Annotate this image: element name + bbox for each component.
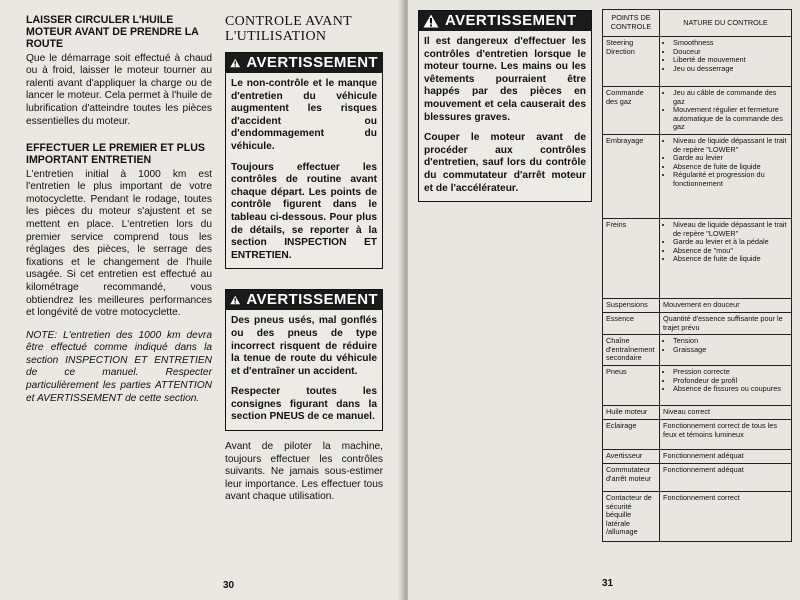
control-nature: Quantité d'essence suffisante pour le trajet prévu (660, 312, 792, 334)
control-point: Contacteur de sécurité béquille latérale /allumage (603, 491, 660, 541)
warning-label: AVERTISSEMENT (246, 53, 378, 71)
check-item: • Profondeur de profil (673, 377, 788, 386)
note-paragraph: NOTE: L'entretien des 1000 km devra être effectué comme indiqué dans la section INSPECTION ET ENTRETIEN de ce manuel. Respecter particulièrement les parties ATTENTION et AVERTISSEMENT de cette section. (26, 329, 212, 404)
check-item: • Absence de fuite de liquide (673, 255, 788, 264)
check-item: • Jeu au câble de commande des gaz (673, 89, 788, 106)
check-item: • Niveau de liquide dépassant le trait de repère "LOWER" (673, 221, 788, 238)
warning-text: Le non-contrôle et le manque d'entretien du véhicule augmentent les risques d'accident ou d'endommagement du véhicule. (231, 78, 377, 152)
control-point: Chaîne d'entraînement secondaire (603, 335, 660, 366)
check-item: • Douceur (673, 48, 788, 57)
warning-triangle-icon (423, 14, 439, 28)
control-nature: Fonctionnement correct de tous les feux et témoins lumineux (660, 419, 792, 449)
control-nature: Fonctionnement adéquat (660, 463, 792, 491)
section-heading: EFFECTUER LE PREMIER ET PLUS IMPORTANT ENTRETIEN (26, 142, 205, 167)
check-list (663, 39, 788, 73)
table-row (603, 365, 792, 405)
warning-label: AVERTISSEMENT (445, 11, 577, 29)
section-body: Que le démarrage soit effectué à chaud ou à froid, laisser le moteur tourner au ralenti avant d'appliquer la charge ou de lancer le moteur. Cela permet à l'huile de lubrification d'atteindre toutes les pièces essentielles du moteur. (26, 52, 212, 127)
table-row (603, 405, 792, 419)
control-nature (660, 87, 792, 135)
check-item: • Absence de fuite de liquide (673, 163, 788, 172)
check-list (663, 221, 788, 264)
check-list (663, 137, 788, 189)
check-item: • Smoothness (673, 39, 788, 48)
control-nature (660, 134, 792, 218)
check-list (663, 89, 788, 132)
warning-header (419, 11, 591, 31)
control-point: Eclairage (603, 419, 660, 449)
warning-text: Couper le moteur avant de procéder aux contrôles d'entretien, sauf lors du contrôle du commutateur d'arrêt moteur et de l'accélérateur. (424, 132, 586, 194)
control-point: Avertisseur (603, 449, 660, 463)
check-item: • Tension (673, 337, 788, 346)
control-point: Commutateur d'arrêt moteur (603, 463, 660, 491)
control-nature (660, 37, 792, 87)
table-row (603, 449, 792, 463)
table-row (603, 134, 792, 218)
table-row (603, 463, 792, 491)
page-title: CONTROLE AVANT L'UTILISATION (225, 14, 352, 44)
control-point: Huile moteur (603, 405, 660, 419)
check-item: • Liberté de mouvement (673, 56, 788, 65)
control-nature: Mouvement en douceur (660, 298, 792, 312)
check-item: • Pression correcte (673, 368, 788, 377)
control-point: Commande des gaz (603, 87, 660, 135)
warning-body (226, 73, 382, 268)
warning-box (418, 10, 592, 202)
check-item: • Absence de "mou" (673, 247, 788, 256)
table-row (603, 87, 792, 135)
control-nature: Fonctionnement adéquat (660, 449, 792, 463)
closing-paragraph: Avant de piloter la machine, toujours effectuer les contrôles suivants. Ne jamais sous-estimer leur importance. Les effectuer tous avant chaque utilisation. (225, 441, 383, 503)
table-row (603, 37, 792, 87)
warning-triangle-icon (230, 293, 240, 307)
check-list (663, 337, 788, 354)
table-row (603, 312, 792, 334)
section-body: L'entretien initial à 1000 km est l'entretien le plus important de votre motocyclette. Pendant le rodage, toutes les pièces du moteur s'ajustent et se mettent en place. L'entretien lors du premier service comprend tous les réglages des pièces, le serrage des fixations et le changement de l'huile usagée. Si cet entretien est effectué au kilométrage recommandé, vous obtiendrez les meilleures performances et longévité de votre motocyclette. (26, 168, 212, 319)
control-nature (660, 218, 792, 298)
warning-body (419, 31, 591, 201)
control-nature (660, 335, 792, 366)
table-header-row (603, 10, 792, 37)
check-item: • Garde au levier et à la pédale (673, 238, 788, 247)
warning-text: Toujours effectuer les contrôles de routine avant chaque départ. Les points de contrôle figurent dans le tableau ci-dessous. Pour plus de détails, se reporter à la section INSPECTION ET ENTRETIEN. (231, 161, 377, 261)
table-row (603, 419, 792, 449)
control-point: Freins (603, 218, 660, 298)
warning-label: AVERTISSEMENT (246, 291, 378, 309)
section-heading: LAISSER CIRCULER L'HUILE MOTEUR AVANT DE PRENDRE LA ROUTE (26, 14, 199, 51)
control-point: Embrayage (603, 134, 660, 218)
check-item: • Régularité et progression du fonctionnement (673, 171, 788, 188)
control-table (602, 9, 792, 542)
control-nature (660, 365, 792, 405)
right-text-column (418, 10, 594, 212)
control-nature: Niveau correct (660, 405, 792, 419)
warning-header (226, 53, 382, 73)
warning-text: Il est dangereux d'effectuer les contrôles d'entretien lorsque le moteur tourne. Les mains ou les vêtements pourraient être happés par des pièces en mouvement et cela causerait des blessures graves. (424, 36, 586, 123)
warning-text: Des pneus usés, mal gonflés ou des pneus de type incorrect risquent de réduire la tenue de route du véhicule et d'entraîner un accident. (231, 315, 377, 377)
check-item: • Niveau de liquide dépassant le trait de repère "LOWER" (673, 137, 788, 154)
check-item: • Graissage (673, 346, 788, 355)
left-column (26, 14, 212, 415)
table-row (603, 298, 792, 312)
table-row (603, 218, 792, 298)
check-list (663, 368, 788, 394)
check-item: • Garde au levier (673, 154, 788, 163)
warning-header (226, 290, 382, 310)
table-row (603, 335, 792, 366)
page-number: 31 (602, 578, 614, 589)
page-number: 30 (223, 580, 235, 591)
control-point: Suspensions (603, 298, 660, 312)
check-item: • Jeu ou desserrage (673, 65, 788, 74)
control-nature: Fonctionnement correct (660, 491, 792, 541)
table-row (603, 491, 792, 541)
column-header: NATURE DU CONTROLE (660, 10, 792, 37)
center-column (225, 14, 383, 514)
control-point: Essence (603, 312, 660, 334)
control-point: Steering Direction (603, 37, 660, 87)
warning-box (225, 289, 383, 431)
warning-triangle-icon (230, 56, 240, 70)
warning-box (225, 52, 383, 269)
warning-body (226, 310, 382, 430)
control-point: Pneus (603, 365, 660, 405)
check-item: • Absence de fissures ou coupures (673, 385, 788, 394)
warning-text: Respecter toutes les consignes figurant dans la section PNEUS de ce manuel. (231, 386, 377, 423)
check-item: • Mouvement régulier et fermeture automatique de la commande des gaz (673, 106, 788, 132)
column-header: POINTS DE CONTROLE (603, 10, 660, 37)
